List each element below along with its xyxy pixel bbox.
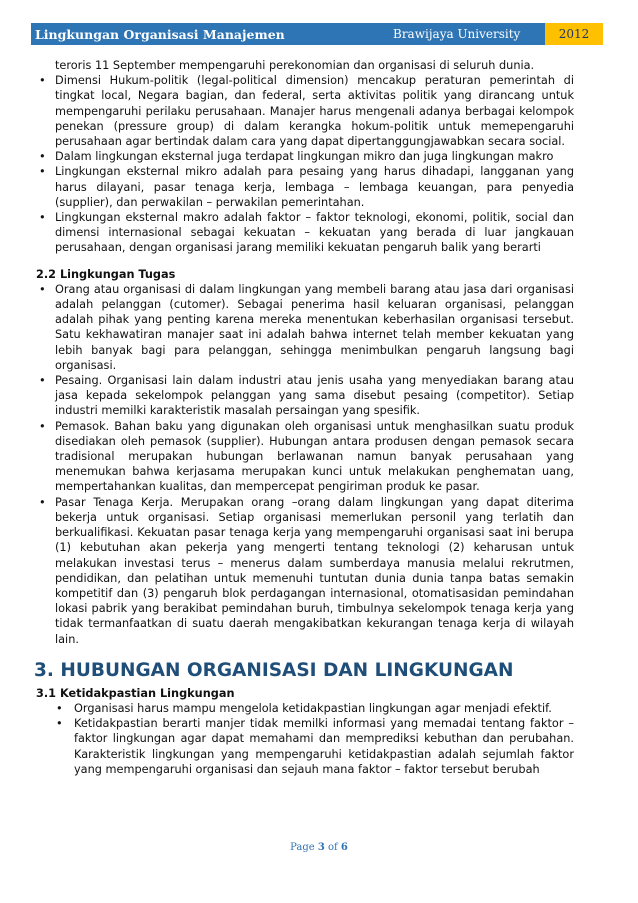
page-content (36, 58, 574, 777)
footer-prefix: Page (290, 842, 315, 853)
list-item-text: Pemasok. Bahan baku yang digunakan oleh organisasi untuk menghasilkan suatu produk disediakan oleh pemasok (supplier). Hubungan antara produsen dengan pemasok secara tradisional merupakan hubungan berlawanan namun banyak perusahaan yang menemukan bahwa kerjasama merupakan kunci untuk melakukan penghematan uang, mempertahankan kualitas, dan mempercepat pengiriman produk ke pasar. (55, 419, 574, 494)
section-3-1-heading: 3.1 Ketidakpastian Lingkungan (36, 686, 235, 700)
header-title: Lingkungan Organisasi Manajemen (35, 26, 285, 42)
page-footer (0, 842, 638, 853)
bullet-marker: • (39, 374, 46, 388)
bullet-marker: • (39, 282, 46, 296)
bullet-marker: • (39, 495, 46, 509)
list-item (36, 149, 574, 164)
bullet-marker: • (39, 165, 46, 179)
list-item (36, 282, 574, 373)
list-item-text: Lingkungan eksternal makro adalah faktor – faktor teknologi, ekonomi, politik, social dan dimensi internasional sebagai kekuatan – kekuatan yang berada di luar jangkauan perusahaan, dengan organisasi jarang memiliki kekuatan pengaruh balik yang berarti (55, 211, 574, 255)
bullet-marker: • (39, 211, 46, 225)
list-item-text: Lingkungan eksternal mikro adalah para pesaing yang harus dihadapi, langganan yang harus dilayani, pasar tenaga kerja, lembaga – lembaga keuangan, para penyedia (supplier), dan perwakilan – perwakilan pemerintahan. (55, 165, 574, 209)
page-header (31, 23, 603, 45)
bullet-marker: • (39, 419, 46, 433)
footer-page-total: 6 (340, 842, 348, 853)
bullet-marker: • (39, 74, 46, 88)
list-item-text: Dimensi Hukum-politik (legal-political dimension) mencakup peraturan pemerintah di tingkat local, Negara bagian, dan federal, serta aktivitas politik yang dirancang untuk mempengaruhi perilaku perusahaan. Manajer harus mengenali adanya berbagai kelompok penekan (pressure group) di dalam kerangka hokum-politik untuk memepengaruhi perusahaan agar bertindak dalam cara yang dapat dipertanggungjawabkan secara social. (55, 74, 574, 149)
list-item-text: Organisasi harus mampu mengelola ketidakpastian lingkungan agar menjadi efektif. (74, 701, 552, 715)
intro-continuation: teroris 11 September mempengaruhi perekonomian dan organisasi di seluruh dunia. (55, 59, 535, 72)
list-item (36, 716, 574, 777)
list-item (36, 373, 574, 419)
section-2-2-heading: 2.2 Lingkungan Tugas (36, 267, 176, 281)
list-item-text: Pesaing. Organisasi lain dalam industri atau jenis usaha yang menyediakan barang atau jasa kepada sekelompok pelanggan yang sama disebut pesaing (competitor). Setiap industri memilki karakteristik masalah persaingan yang spesifik. (55, 374, 574, 418)
list-item-text: Dalam lingkungan eksternal juga terdapat lingkungan mikro dan juga lingkungan makro (55, 150, 554, 164)
bullet-marker: • (56, 701, 63, 715)
footer-of: of (328, 842, 338, 853)
list-item (36, 701, 574, 716)
bullet-marker: • (56, 717, 63, 731)
section-3-heading: 3. HUBUNGAN ORGANISASI DAN LINGKUNGAN (34, 659, 514, 681)
list-item-text: Pasar Tenaga Kerja. Merupakan orang –orang dalam lingkungan yang dapat diterima bekerja untuk organisasi. Setiap organisasi memerlukan personil yang terlatih dan berkualifikasi. Kekuatan pasar tenaga kerja yang mempengaruhi organisasi saat ini berupa (1) kebutuhan akan pekerja yang mengerti tentang teknologi (2) keharusan untuk melakukan investasi terus – menerus dalam sumberdaya manusia melalui rekrutmen, pendidikan, dan pelatihan untuk memenuhi tuntutan dunia dunia tanpa batas semakin kompetitif dan (3) pengaruh blok perdagangan internasional, otomatisasidan pemindahan lokasi pabrik yang berakibat pemindahan buruh, timbulnya sekelompok tenaga kerja yang tidak termanfaatkan di suatu daerah mengakibatkan kekurangan tenaga kerja di wilayah lain. (55, 495, 574, 646)
header-year: 2012 (545, 23, 603, 45)
header-university: Brawijaya University (393, 27, 521, 41)
list-item-text: Ketidakpastian berarti manjer tidak memilki informasi yang memadai tentang faktor – faktor lingkungan agar dapat memahami dan memprediksi kebuthan dan perubahan. Karakteristik lingkungan yang mempengaruhi ketidakpastian adalah sejumlah faktor yang mempengaruhi organisasi dan sejauh mana faktor – faktor tersebut berubah (74, 717, 574, 776)
list-item-text: Orang atau organisasi di dalam lingkungan yang membeli barang atau jasa dari organisasi adalah pelanggan (cutomer). Sebagai penerima hasil keluaran organisasi, pelanggan adalah pihak yang penting karena mereka menentukan keberhasilan organisasi tersebut. Satu kekhawatiran manajer saat ini adalah bahwa internet telah member kekuatan yang lebih banyak bagi para pelanggan, sehingga menimbulkan pengaruh langsung bagi organisasi. (55, 282, 574, 372)
list-item (36, 210, 574, 256)
list-item (36, 495, 574, 647)
list-item (36, 164, 574, 210)
bullet-marker: • (39, 150, 46, 164)
list-item (36, 73, 574, 149)
list-item (36, 419, 574, 495)
footer-page-number: 3 (317, 842, 325, 853)
